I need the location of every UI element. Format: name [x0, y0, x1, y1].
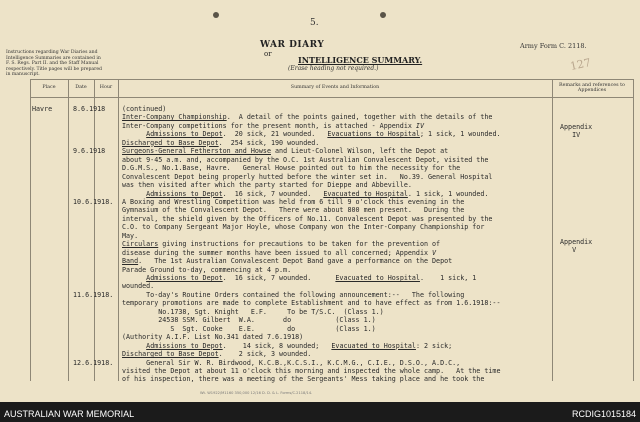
- entry-line: temporary promotions are made to complete Establishment and to have effect as from 1.6.1918:--: [122, 299, 501, 308]
- archive-name: AUSTRALIAN WAR MEMORIAL: [4, 409, 135, 419]
- entry-line: To-day's Routine Orders contained the following announcement:-- The following: [122, 290, 465, 299]
- column-rule: [118, 79, 119, 381]
- col-header-summary: Summary of Events and Information: [290, 85, 380, 91]
- entry-line: (Authority A.I.F. List No.341 dated 7.6.1918): [122, 333, 304, 342]
- column-rule: [94, 79, 95, 381]
- entry-date: 12.6.1918.: [73, 358, 114, 367]
- entry-line: Admissions to Depot. 16 sick, 7 wounded. Evacuated to Hospital. 1 sick, 1: [146, 274, 477, 282]
- entry-line: Admissions to Depot. 16 sick, 7 wounded. Evacuated to Hospital. 1 sick, 1 wounded.: [146, 189, 489, 198]
- entry-line: Surgeons-General Fetherston and Howse and Lieut-Colonel Wilson, left the Depot at: [122, 147, 449, 156]
- entry-line: Convalescent Depot being properly hutted before the winter set in. No.39. General Hospital: [122, 172, 493, 181]
- entry-line: S Sgt. Cooke E.E. do (Class 1.): [122, 324, 376, 333]
- entry-line: Discharged to Base Depot. 2 sick, 3 wounded.: [122, 350, 312, 359]
- entry-line: Inter-Company competitions for the present month, is attached - Appendix IV: [122, 121, 424, 130]
- entry-date: 10.6.1918.: [73, 197, 114, 206]
- printer-imprint: Wt. W1922/M1160 350,000 12/16 D. D. & L. Forms/C.2118/14.: [200, 391, 313, 395]
- entry-line: about 9-45 a.m. and, accompanied by the O.C. 1st Australian Convalescent Depot, visited the: [122, 155, 489, 164]
- entry-place: Havre: [32, 105, 53, 113]
- punch-hole: [380, 12, 386, 18]
- entry-line: interval, the shield given by the Officers of No.11. Convalescent Depot was presented by the: [122, 214, 493, 223]
- entry-line: Circulars giving instructions for precautions to be taken for the prevention of: [122, 240, 441, 249]
- punch-hole: [213, 12, 219, 18]
- page-number: 5.: [310, 18, 319, 28]
- entry-line: Admissions to Depot. 20 sick, 21 wounded. Evacuations to Hospital; 1 sick, 1 wounded.: [146, 130, 501, 139]
- column-rule: [30, 79, 31, 381]
- entry-line: was then visited after which the party started for Dieppe and Abbeville.: [122, 181, 412, 190]
- entry-line: visited the Depot at about 11 o'clock this morning and inspected the whole camp. At the time: [122, 366, 501, 375]
- entry-date: 11.6.1918.: [73, 290, 114, 299]
- entry-line: Band. The 1st Australian Convalescent Depot Band gave a performance on the Depot: [122, 257, 453, 266]
- army-form-label: Army Form C. 2118.: [520, 42, 587, 50]
- entry-line: disease during the summer months have been issued to all concerned; Appendix V: [122, 248, 437, 257]
- entry-date: 9.6.1918: [73, 147, 106, 156]
- instructions-text: Instructions regarding War Diaries and Intelligence Summaries are contained in F. S. Regs. Part II. and the Staff Manual respectively. Title pages will be prepared in manuscript.: [6, 50, 102, 78]
- column-rule: [68, 79, 69, 381]
- col-header-remarks: Remarks and references to Appendices: [559, 82, 625, 93]
- col-header-place: Place: [42, 85, 56, 91]
- appendix-ref-iv: Appendix IV: [560, 123, 593, 139]
- entry-line: May.: [122, 231, 139, 240]
- entry-line: (continued): [122, 105, 167, 113]
- column-rule: [633, 79, 634, 381]
- col-header-hour: Hour: [99, 85, 113, 91]
- entry-line: No.1738, Sgt. Knight E.F. To be T/S.C. (Class 1.): [122, 307, 384, 316]
- entry-line: Inter-Company Championship. A detail of the points gained, together with the details of the: [122, 113, 493, 122]
- entry-date: 8.6.1918: [73, 105, 106, 113]
- header-rule: [30, 97, 634, 98]
- form-note: (Erase heading not required.): [288, 65, 379, 72]
- entry-line: wounded.: [122, 282, 155, 291]
- entry-line: A Boxing and Wrestling Competition was held from 6 till 9 o'clock this evening in the: [122, 197, 465, 206]
- form-title: WAR DIARY: [260, 40, 325, 50]
- col-header-date: Date: [75, 85, 87, 91]
- form-subtitle: INTELLIGENCE SUMMARY.: [298, 55, 423, 65]
- column-rule: [552, 79, 553, 381]
- entry-line: D.G.M.S., No.1.Base, Havre. General Howse pointed out to him the necessity for the: [122, 164, 461, 173]
- pencil-folio-number: 127: [568, 55, 593, 74]
- entry-line: of his inspection, there was a meeting of the Sergeants' Mess taking place and he took the: [122, 375, 485, 384]
- entry-line: Discharged to Base Depot. 254 sick, 190 wounded.: [122, 138, 320, 147]
- archive-reference: RCDIG1015184: [571, 409, 636, 419]
- entry-line: Admissions to Depot. 14 sick, 8 wounded; Evacuated to Hospital: 2 sick;: [146, 341, 453, 350]
- table-top-rule: [30, 79, 634, 80]
- entry-line: Gymnasium of the Convalescent Depot. There were about 800 men present. During the: [122, 206, 465, 215]
- entry-line: C.O. to Company Sergeant Major Hoyle, whose Company won the Inter-Company Championship for: [122, 223, 485, 232]
- entry-line: General Sir W. R. Birdwood, K.C.B.,K.C.S.I., K.C.M.G., C.I.E., D.S.O., A.D.C.,: [122, 358, 461, 367]
- appendix-ref-v: Appendix V: [560, 238, 593, 254]
- entry-line: Parade Ground to-day, commencing at 4 p.m.: [122, 265, 292, 274]
- entry-line: 24538 SSM. Gilbert W.A. do (Class 1.): [122, 316, 376, 325]
- form-or: or: [264, 50, 272, 58]
